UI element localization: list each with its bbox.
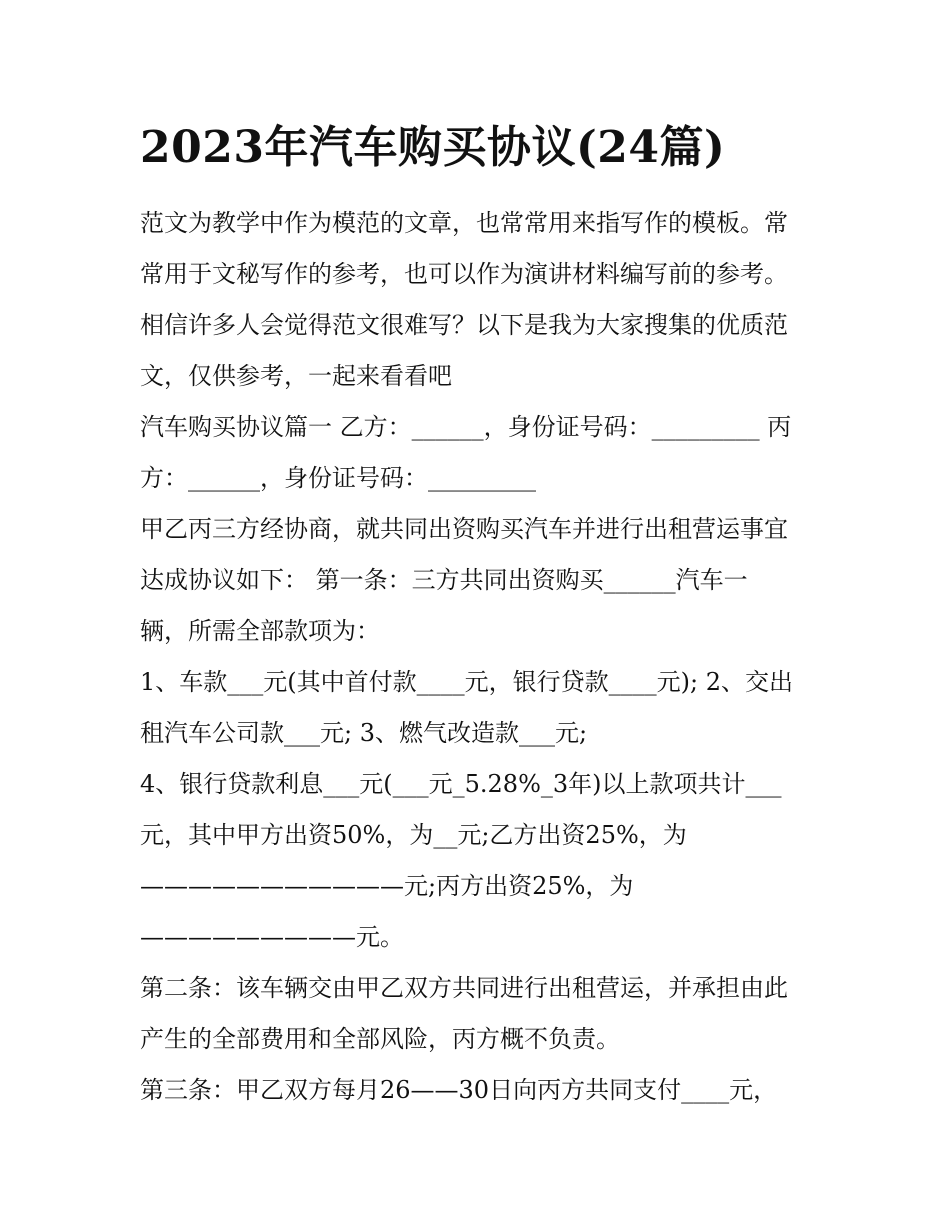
paragraph-line: 相信许多人会觉得范文很难写？以下是我为大家搜集的优质范 [140,311,788,339]
paragraph-line: 甲乙丙三方经协商，就共同出资购买汽车并进行出租营运事宜 [140,515,788,543]
paragraph-line: 辆，所需全部款项为： [140,617,380,645]
paragraph-line: 达成协议如下： 第一条：三方共同出资购买______汽车一 [140,566,748,594]
paragraph-line: 元，其中甲方出资50%，为__元;乙方出资25%，为 [140,821,687,849]
paragraph-line: 4、银行贷款利息___元(___元_5.28%_3年)以上款项共计___ [140,770,782,798]
paragraph-line: 范文为教学中作为模范的文章，也常常用来指写作的模板。常 [140,209,788,237]
paragraph-line: 产生的全部费用和全部风险，丙方概不负责。 [140,1025,620,1053]
document-title: 2023年汽车购买协议(24篇) [140,122,726,173]
paragraph-line: 租汽车公司款___元; 3、燃气改造款___元; [140,719,588,747]
paragraph-line: ———————————元;丙方出资25%，为 [140,872,634,900]
document-body [140,198,815,1116]
paragraph-line: —————————元。 [140,923,404,951]
paragraph-line: 第二条：该车辆交由甲乙双方共同进行出租营运，并承担由此 [140,974,788,1002]
paragraph-line: 常用于文秘写作的参考，也可以作为演讲材料编写前的参考。 [140,260,788,288]
paragraph-line: 汽车购买协议篇一 乙方：______，身份证号码：_________ 丙 [140,413,792,441]
paragraph-line: 1、车款___元(其中首付款____元，银行贷款____元); 2、交出 [140,668,793,696]
paragraph-line: 方：______，身份证号码：_________ [140,464,536,492]
paragraph-line: 文，仅供参考，一起来看看吧 [140,362,452,390]
paragraph-line: 第三条：甲乙双方每月26——30日向丙方共同支付____元， [140,1076,778,1104]
